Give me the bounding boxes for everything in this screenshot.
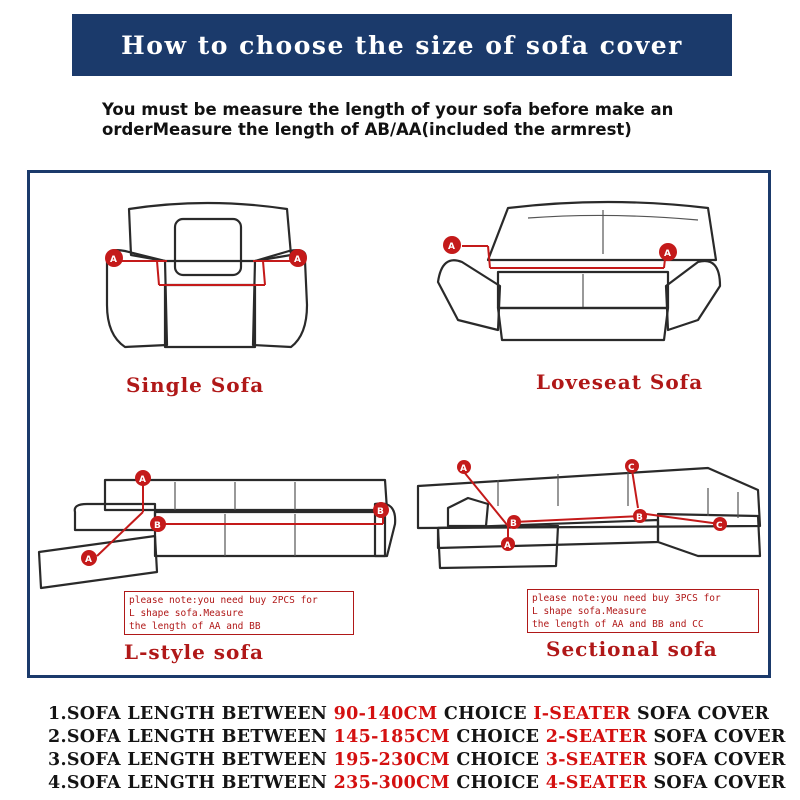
marker-a-left xyxy=(443,236,461,254)
size-row xyxy=(48,704,788,727)
size-mid: CHOICE xyxy=(449,773,546,793)
size-range: 235-300CM xyxy=(333,773,450,793)
size-range: 195-230CM xyxy=(333,750,450,770)
intro-text xyxy=(102,100,742,140)
marker-a-bottom xyxy=(501,537,515,551)
size-prefix: 3.SOFA LENGTH BETWEEN xyxy=(48,750,334,770)
marker-a-top xyxy=(457,460,471,474)
size-mid: CHOICE xyxy=(449,750,546,770)
size-suffix: SOFA COVER xyxy=(647,750,786,770)
size-suffix: SOFA COVER xyxy=(647,727,786,747)
l-style-sofa-caption: L-style sofa xyxy=(124,640,264,664)
marker-label: B xyxy=(636,513,643,523)
l-style-note xyxy=(124,591,354,635)
single-sofa-caption: Single Sofa xyxy=(126,373,265,397)
page-title: How to choose the size of sofa cover xyxy=(121,30,683,60)
marker-label: C xyxy=(628,463,635,473)
size-suffix: SOFA COVER xyxy=(630,704,770,724)
loveseat-sofa-illustration xyxy=(428,190,728,350)
marker-label: A xyxy=(85,555,92,565)
marker-label: A xyxy=(460,464,467,474)
sectional-note xyxy=(527,589,759,633)
size-range: 145-185CM xyxy=(333,727,450,747)
marker-label: A xyxy=(139,475,146,485)
marker-label: B xyxy=(377,507,384,517)
marker-c-top xyxy=(625,459,639,473)
intro-line-2: orderMeasure the length of AB/AA(included the armrest) xyxy=(102,120,632,139)
size-prefix: 4.SOFA LENGTH BETWEEN xyxy=(48,773,334,793)
sectional-sofa-caption: Sectional sofa xyxy=(546,637,718,661)
marker-c-right xyxy=(713,517,727,531)
seater-type: 2-SEATER xyxy=(545,727,648,747)
size-prefix: 1.SOFA LENGTH BETWEEN xyxy=(48,704,334,724)
marker-label: B xyxy=(510,519,517,529)
size-mid: CHOICE xyxy=(437,704,534,724)
size-row xyxy=(48,750,788,773)
seater-type: 4-SEATER xyxy=(545,773,648,793)
seater-type: 3-SEATER xyxy=(545,750,648,770)
marker-label: A xyxy=(448,242,455,252)
note-line: L shape sofa.Measure xyxy=(532,606,647,617)
size-guide-list xyxy=(48,704,788,796)
marker-label: B xyxy=(154,521,161,531)
marker-label: A xyxy=(294,255,301,265)
marker-a-bottom xyxy=(81,550,97,566)
marker-label: C xyxy=(716,521,723,531)
marker-b-left xyxy=(150,516,166,532)
marker-b-right xyxy=(633,509,647,523)
marker-a-left xyxy=(105,249,123,267)
note-line: please note:you need buy 3PCS for xyxy=(532,593,721,604)
marker-b-right xyxy=(373,502,389,518)
size-row xyxy=(48,773,788,796)
title-banner xyxy=(72,14,732,76)
marker-a-top xyxy=(135,470,151,486)
sectional-sofa-illustration xyxy=(408,456,768,576)
seater-type: I-SEATER xyxy=(533,704,631,724)
note-line: please note:you need buy 2PCS for xyxy=(129,595,318,606)
size-mid: CHOICE xyxy=(449,727,546,747)
marker-a-right xyxy=(659,243,677,261)
intro-line-1: You must be measure the length of your sofa before make an xyxy=(102,100,674,119)
size-range: 90-140CM xyxy=(333,704,438,724)
note-line: the length of AA and BB and CC xyxy=(532,619,704,630)
marker-label: A xyxy=(664,249,671,259)
marker-b-left xyxy=(507,515,521,529)
note-line: the length of AA and BB xyxy=(129,621,261,632)
single-sofa-illustration xyxy=(95,195,325,360)
size-prefix: 2.SOFA LENGTH BETWEEN xyxy=(48,727,334,747)
loveseat-sofa-caption: Loveseat Sofa xyxy=(536,370,704,394)
size-row xyxy=(48,727,788,750)
note-line: L shape sofa.Measure xyxy=(129,608,244,619)
size-suffix: SOFA COVER xyxy=(647,773,786,793)
marker-a-right xyxy=(289,249,307,267)
marker-label: A xyxy=(110,255,117,265)
l-style-sofa-illustration xyxy=(35,460,405,590)
marker-label: A xyxy=(504,541,511,551)
